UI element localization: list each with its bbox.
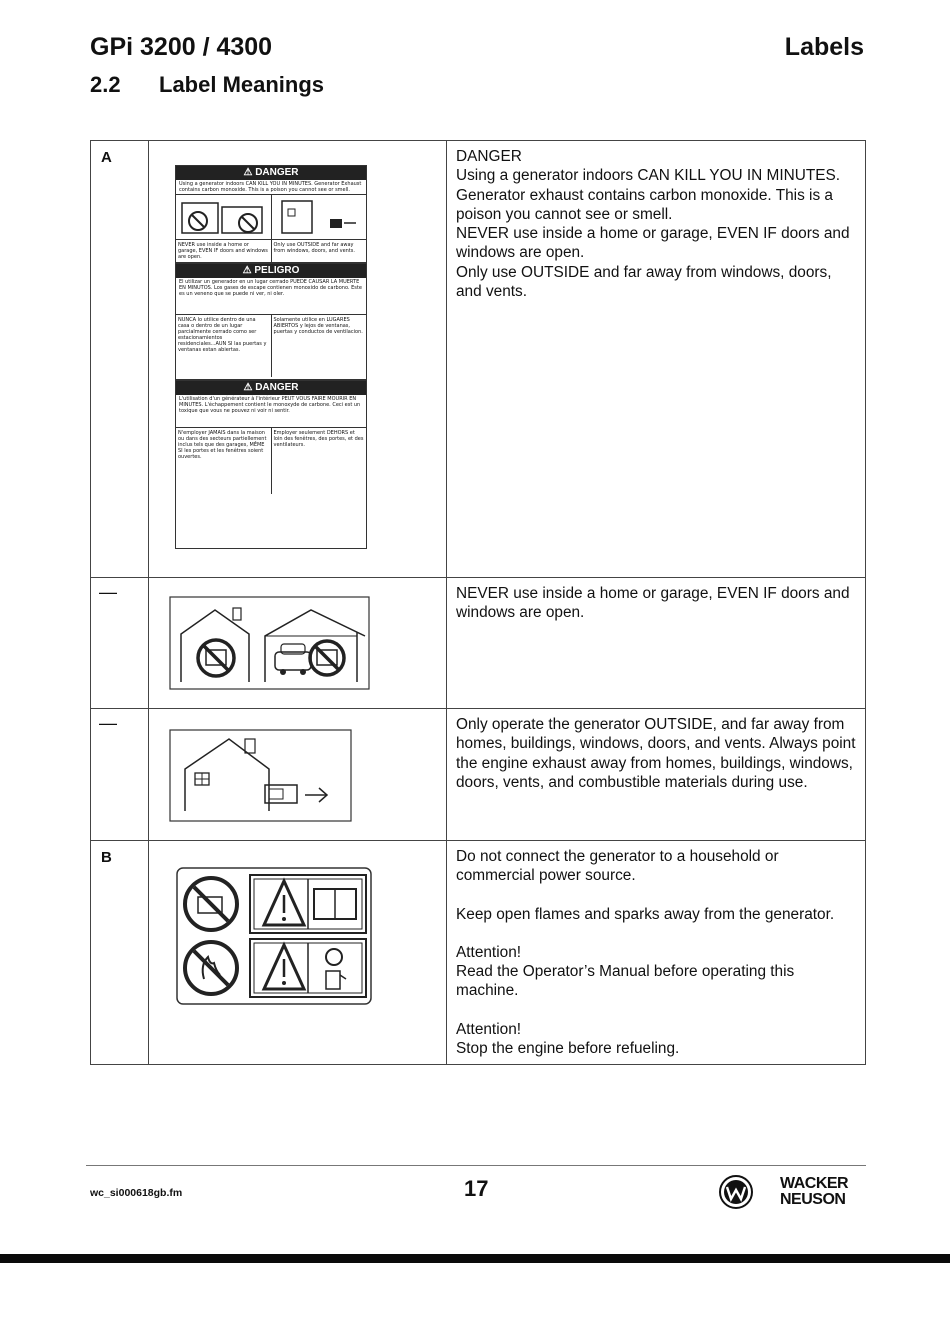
decal-text-es: El utilizar un generador en un lugar cerrado PUEDE CAUSAR LA MUERTE EN MINUTOS. Los gases de escape contienen monoxido de carbono. Este es un veneno que se puede ni ver, ni oler. [179, 279, 362, 297]
table-row [91, 709, 866, 841]
desc-line: Do not connect the generator to a household or commercial power source. [456, 848, 779, 885]
subsection-number: 2.2 [90, 72, 121, 97]
footer-filename: wc_si000618gb.fm [90, 1187, 183, 1199]
decal-header-fr: ⚠ DANGER [176, 379, 366, 395]
danger-decal [175, 165, 367, 549]
wacker-neuson-logo-icon [718, 1174, 754, 1210]
desc-line: NEVER use inside a home or garage, EVEN IF doors and windows are open. [456, 585, 850, 622]
warning-decal-b [176, 867, 372, 1005]
decal-left-fr: N'employer JAMAIS dans la maison ou dans des secteurs partiellement inclus tels que des garages, MÊME SI les portes et les fenêtres soient ouvertes. [176, 428, 272, 494]
desc-line: Attention! [456, 1020, 522, 1038]
decal-right-en: Only use OUTSIDE and far away from windows, doors, and vents. [273, 242, 355, 254]
row-description [447, 141, 866, 578]
table-row [91, 141, 866, 578]
section-label: Labels [784, 33, 864, 61]
row-label: A [101, 149, 112, 166]
row-description [447, 841, 866, 1065]
subsection-title: Label Meanings [159, 72, 325, 97]
decal-left-es: NUNCA lo utilice dentro de una casa o dentro de un lugar parcialmente cerrado como ser estacionamientos residenciales...AUN SI las puertas y ventanas estan abiertas. [176, 315, 272, 377]
row-label: B [101, 849, 112, 866]
decal-left-en: NEVER use inside a home or garage, EVEN IF doors and windows are open. [176, 240, 272, 262]
no-indoor-use-icon [169, 596, 371, 690]
desc-line: Using a generator indoors CAN KILL YOU IN MINUTES. [456, 167, 841, 185]
desc-line: Only use OUTSIDE and far away from windows, doors, and vents. [456, 263, 832, 301]
outdoor-use-only-icon [169, 729, 353, 823]
row-label: — [99, 582, 117, 602]
desc-line: DANGER [456, 148, 522, 165]
desc-line: Attention! [456, 943, 522, 961]
desc-line: NEVER use inside a home or garage, EVEN IF doors and windows are open. [456, 225, 850, 262]
row-label: — [99, 713, 117, 733]
decal-header-es: ⚠ PELIGRO [176, 262, 366, 278]
desc-line: Read the Operator’s Manual before operating this machine. [456, 963, 795, 1000]
label-meanings-table [90, 140, 866, 1065]
brand-name-line2: NEUSON [780, 1191, 846, 1208]
outside-use-icon [272, 195, 366, 239]
decal-right-fr: Employer seulement DEHORS et loin des fenêtres, des portes, et des ventilateurs. [273, 430, 364, 448]
decal-right-es: Solamente utilice en LUGARES ABIERTOS y lejos de ventanas, puertas y conductos de ventilacion. [273, 317, 363, 335]
brand-name-line1: WACKER [780, 1175, 849, 1192]
decal-header-en: ⚠ DANGER [176, 166, 366, 180]
desc-line: Keep open flames and sparks away from the generator. [456, 905, 835, 923]
desc-line: Stop the engine before refueling. [456, 1040, 680, 1058]
desc-line: Generator exhaust contains carbon monoxide. This is a poison you cannot see or smell. [456, 186, 833, 223]
house-garage-prohibited-icon [176, 195, 270, 239]
doc-title: GPi 3200 / 4300 [90, 33, 273, 61]
decal-text-en: Using a generator indoors CAN KILL YOU IN MINUTES. Generator Exhaust contains carbon monoxide. This is a poison you cannot see or smell. [179, 181, 362, 193]
bottom-bar [0, 1254, 950, 1263]
row-description [447, 709, 866, 841]
row-description [447, 578, 866, 709]
table-row [91, 578, 866, 709]
desc-line: Only operate the generator OUTSIDE, and far away from homes, buildings, windows, doors, and vents. Always point the engine exhaust away from homes, buildings, windows, doors, vents, and combustible materials during use. [456, 716, 856, 791]
page-number: 17 [464, 1176, 489, 1201]
table-row [91, 841, 866, 1065]
decal-text-fr: L'utilisation d'un générateur à l'intérieur PEUT VOUS FAIRE MOURIR EN MINUTES. L'échappement contient le monoxyde de carbone. Ceci est un toxique que vous ne pouvez ni voir ni sentir. [179, 396, 361, 414]
footer-rule [86, 1165, 866, 1166]
